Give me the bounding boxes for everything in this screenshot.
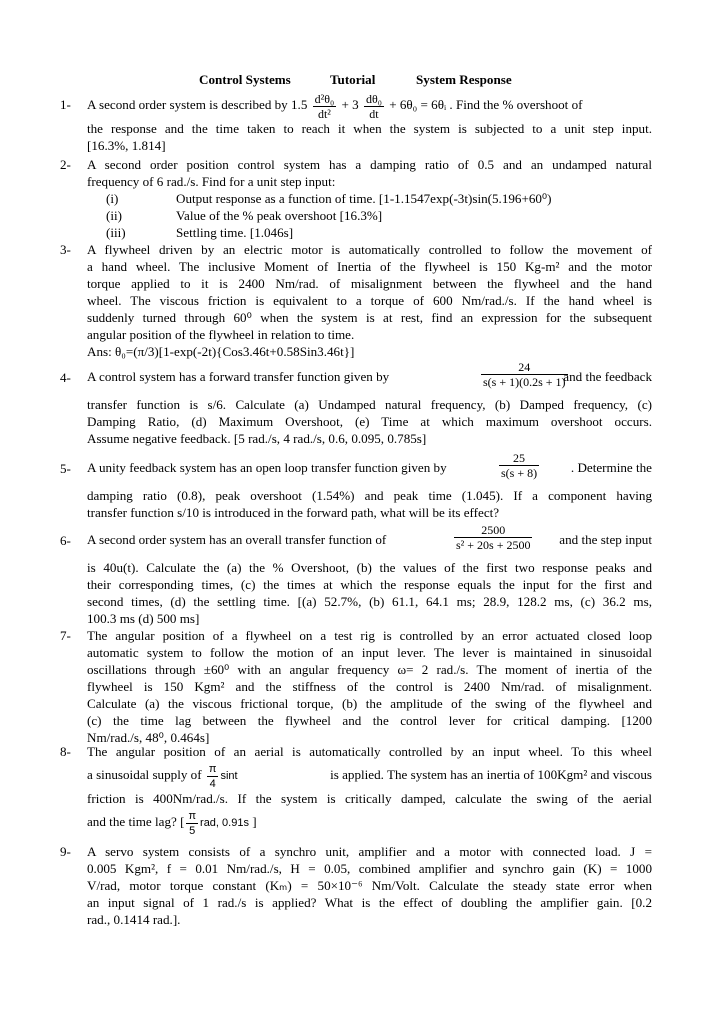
q2-text-b: frequency of 6 rad./s. Find for a unit step input: bbox=[87, 174, 336, 189]
q8-fraction-pi-over-5: $\frac{\pi}{5}$ bbox=[188, 809, 197, 837]
q4-text-c: transfer function is s/6. Calculate (a) Undamped natural frequency, (b) Damped frequency, (c) bbox=[87, 397, 652, 412]
q2-part-i: (i) Output response as a function of time. [1-1.1547exp(-3t)sin(5.196+60⁰) bbox=[106, 191, 552, 206]
question-number: 9- bbox=[60, 844, 71, 859]
q9-text-c: V/rad, motor torque constant (Kₘ) = 50×10⁻⁶ Nm/Volt. Calculate the steady state error when bbox=[87, 878, 652, 893]
question-number: 5- bbox=[60, 461, 71, 476]
q2-part-ii: (ii) Value of the % peak overshoot [16.3%] bbox=[106, 208, 383, 223]
q8-text-b3: is applied. The system has an inertia of 100Kgm² and viscous bbox=[330, 767, 652, 782]
q1-fraction-first-derivative: $\frac{\text{dθ₀}}{dt}$ bbox=[365, 91, 382, 121]
q7-text-f: (c) the time lag between the flywheel and the control lever for critical damping. [1200 bbox=[87, 713, 652, 728]
q8-fraction-pi-over-4: $\frac{\pi}{4}$ bbox=[208, 762, 217, 790]
question-number: 1- bbox=[60, 97, 71, 112]
q1-answer: [16.3%, 1.814] bbox=[87, 138, 166, 153]
q9-text-d: an input signal of 1 rad./s is applied? What is the effect of doubling the amplifier gain. [0.2 bbox=[87, 895, 652, 910]
q5-text-c: damping ratio (0.8), peak overshoot (1.54%) and peak time (1.045). If a component having bbox=[87, 488, 652, 503]
question-number: 2- bbox=[60, 157, 71, 172]
q2-text-a: A second order position control system has a damping ratio of 0.5 and an undamped natural bbox=[87, 157, 652, 172]
q6-text-c: is 40u(t). Calculate the (a) the % Overshoot, (b) the values of the first two response peaks and bbox=[87, 560, 652, 575]
q5-text-a: A unity feedback system has an open loop transfer function given by bbox=[87, 460, 447, 475]
question-1 bbox=[60, 90, 652, 154]
q9-answer: rad., 0.1414 rad.]. bbox=[87, 912, 181, 927]
question-4 bbox=[60, 358, 652, 447]
q8-text-b1: a sinusoidal supply of bbox=[87, 767, 202, 782]
q8-text-c: friction is 400Nm/rad./s. If the system is critically damped, calculate the swing of the aerial bbox=[87, 791, 652, 806]
question-6 bbox=[60, 521, 652, 627]
question-number: 8- bbox=[60, 744, 71, 759]
q8-text-d3: ] bbox=[252, 814, 257, 829]
q1-text-d: the response and the time taken to reach it when the system is subjected to a unit step input. bbox=[87, 121, 652, 136]
question-number: 3- bbox=[60, 242, 71, 257]
question-9 bbox=[60, 843, 652, 928]
q3-text-d: wheel. The viscous friction is equivalent to a torque of 600 Nm/rad./s. If the hand wheel is bbox=[87, 293, 652, 308]
q6-text-a: A second order system has an overall transfer function of bbox=[87, 532, 387, 547]
q3-text-a: A flywheel driven by an electric motor is automatically controlled to follow the movement of bbox=[87, 242, 652, 257]
q7-text-d: flywheel is 150 Kgm² and the stiffness of the control is 2400 Nm/rad. of misalignment. bbox=[87, 679, 652, 694]
question-8 bbox=[60, 743, 652, 837]
q8-answer: rad, 0.91s bbox=[200, 817, 249, 829]
question-number: 4- bbox=[60, 370, 71, 385]
q3-text-e: suddenly turned through 60⁰ when the system is at rest, find an expression for the subsequent bbox=[87, 310, 652, 325]
q5-text-d: transfer function s/10 is introduced in the forward path, what will be its effect? bbox=[87, 505, 500, 520]
title-topic: System Response bbox=[416, 72, 512, 87]
q1-text-b: + 3 bbox=[341, 97, 359, 112]
q4-text-d: Damping Ratio, (d) Maximum Overshoot, (e) Time at which maximum overshoot occurs. bbox=[87, 414, 652, 429]
q5-transfer-function: $\frac{25}{s(s + 8)}$ bbox=[501, 451, 538, 480]
q7-text-c: oscillations through ±60⁰ with an angular frequency ω= 2 rad./s. The moment of inertia of the bbox=[87, 662, 652, 677]
q6-answer: 100.3 ms (d) 500 ms] bbox=[87, 611, 200, 626]
q4-answer: Assume negative feedback. [5 rad./s, 4 rad./s, 0.6, 0.095, 0.785s] bbox=[87, 431, 427, 446]
q3-text-f: angular position of the flywheel in relation to time. bbox=[87, 327, 355, 342]
q2-part-iii: (iii) Settling time. [1.046s] bbox=[106, 225, 294, 240]
q7-text-a: The angular position of a flywheel on a test rig is controlled by an error actuated closed loop bbox=[87, 628, 652, 643]
q9-text-b: 0.005 Kgm², f = 0.01 Nm/rad./s, H = 0.05, combined amplifier and synchro gain (K) = 1000 bbox=[87, 861, 652, 876]
question-2 bbox=[60, 156, 652, 241]
q8-text-sint: sint bbox=[220, 770, 238, 782]
q6-text-d: their corresponding times, (c) the times at which the response equals the input for the first and bbox=[87, 577, 652, 592]
q6-transfer-function: $\frac{2500}{\text{s² + 20s + 2500}}$ bbox=[456, 523, 531, 552]
question-number: 7- bbox=[60, 628, 71, 643]
q3-text-b: a hand wheel. The inclusive Moment of Inertia of the flywheel is 150 Kg-m² and the motor bbox=[87, 259, 652, 274]
question-7 bbox=[60, 627, 652, 746]
q4-transfer-function: $\frac{24}{s(s + 1)(0.2s + 1)}$ bbox=[483, 360, 566, 389]
q3-text-c: torque applied to it is 2400 Nm/rad. of misalignment between the flywheel and the hand bbox=[87, 276, 652, 291]
question-number: 6- bbox=[60, 533, 71, 548]
title-course: Control Systems bbox=[199, 72, 291, 87]
q3-answer: Ans: θ₀=(π/3)[1-exp(-2t){Cos3.46t+0.58Sin3.46t}] bbox=[87, 344, 355, 359]
q7-text-b: automatic system to follow the motion of an input lever. The lever is maintained in sinusoidal bbox=[87, 645, 652, 660]
q5-text-b: . Determine the bbox=[570, 460, 652, 475]
q6-text-b: and the step input bbox=[559, 532, 652, 547]
q4-text-b: and the feedback bbox=[563, 369, 652, 384]
question-3 bbox=[60, 241, 652, 360]
q1-fraction-second-derivative: $\frac{\text{d²θ₀}}{\text{dt²}}$ bbox=[314, 91, 335, 121]
q8-text-a: The angular position of an aerial is automatically controlled by an input wheel. To this wheel bbox=[87, 744, 652, 759]
q1-text-c: + 6θ₀ = 6θᵢ . Find the % overshoot of bbox=[389, 97, 583, 112]
q8-text-d1: and the time lag? [ bbox=[87, 814, 185, 829]
q1-text-a: A second order system is described by 1.5 bbox=[87, 97, 308, 112]
q9-text-a: A servo system consists of a synchro unit, amplifier and a motor with connected load. J = bbox=[87, 844, 652, 859]
question-5 bbox=[60, 449, 652, 521]
title-type: Tutorial bbox=[330, 72, 376, 87]
q7-text-e: Calculate (a) the viscous frictional torque, (b) the amplitude of the swing of the flywheel and bbox=[87, 696, 652, 711]
q7-answer: Nm/rad./s, 48⁰, 0.464s] bbox=[87, 730, 210, 745]
q6-text-e: second times, (d) the settling time. [(a) 52.7%, (b) 61.1, 64.1 ms; 28.9, 128.2 ms, (c) 36.2 ms, bbox=[87, 594, 652, 609]
q4-text-a: A control system has a forward transfer function given by bbox=[87, 369, 390, 384]
